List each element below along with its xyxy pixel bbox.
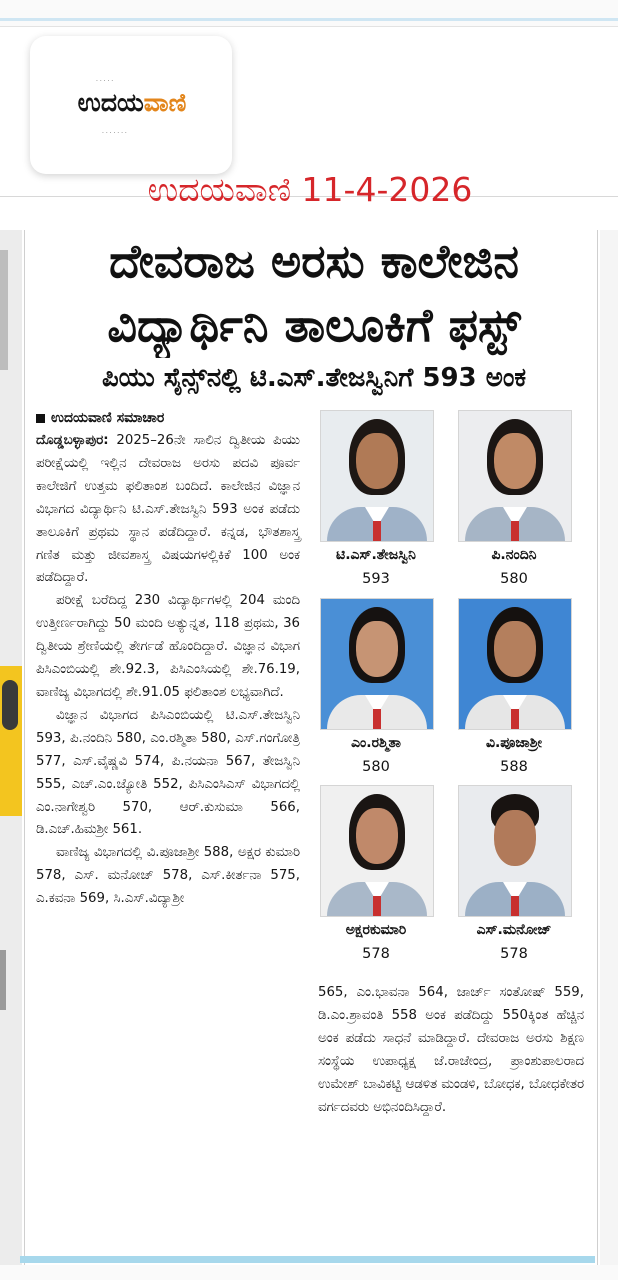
subheadline: ಪಿಯು ಸೈನ್ಸ್‌ನಲ್ಲಿ ಟಿ.ಎಸ್.ತೇಜಸ್ವಿನಿಗೆ 593 ಅಂಕ — [101, 363, 527, 393]
edition-date-title: ಉದಯವಾಣಿ 11-4-2026 — [147, 170, 473, 209]
newspaper-logo-card — [30, 36, 232, 174]
student-score: 593 — [362, 571, 390, 587]
paragraph-1-text: 2025–26ನೇ ಸಾಲಿನ ದ್ವಿತೀಯ ಪಿಯು ಪರೀಕ್ಷೆಯಲ್ಲಿ ಇಲ್ಲಿನ ದೇವರಾಜ ಅರಸು ಪದವಿ ಪೂರ್ವ ಕಾಲೇಜಿಗೆ ಉತ್ತಮ ಫಲಿತಾಂಶ ಬಂದಿದೆ. ಕಾಲೇಜಿನ ವಿಜ್ಞಾನ ವಿಭಾಗದ ವಿದ್ಯಾರ್ಥಿನಿ ಟಿ.ಎಸ್.ತೇಜಸ್ವಿನಿ 593 ಅಂಕ ಪಡೆದು ತಾಲೂಕಿಗೆ ಪ್ರಥಮ ಸ್ಥಾನ ಪಡೆದಿದ್ದಾರೆ. ಕನ್ನಡ, ಭೌತಶಾಸ್ತ್ರ ಗಣಿತ ಮತ್ತು ಜೀವಶಾಸ್ತ್ರ ವಿಷಯಗಳಲ್ಲಿಕಿಕೆ 100 ಅಂಕ ಪಡೆದಿದ್ದಾರೆ. — [36, 433, 300, 586]
paragraph-4: ವಾಣಿಜ್ಯ ವಿಭಾಗದಲ್ಲಿ ವಿ.ಪೂಜಾಶ್ರೀ 588, ಅಕ್ಷರ ಕುಮಾರಿ 578, ಎಸ್. ಮನೋಜ್ 578, ಎಸ್.ಕೀರ್ತನಾ 575, ಎ.ಕವನಾ 569, ಸಿ.ಎಸ್.ವಿದ್ಯಾಶ್ರೀ — [36, 845, 300, 907]
byline — [36, 408, 306, 428]
edge-mark — [0, 250, 8, 370]
screenshot-top-bar — [0, 0, 618, 27]
face-shape — [356, 621, 398, 677]
paragraph-2: ಪರೀಕ್ಷೆ ಬರೆದಿದ್ದ 230 ವಿದ್ಯಾರ್ಥಿಗಳಲ್ಲಿ 204 ಮಂದಿ ಉತ್ತೀರ್ಣರಾಗಿದ್ದು 50 ಮಂದಿ ಅತ್ಯುನ್ನತ, 118 ಪ್ರಥಮ, 36 ದ್ವಿತೀಯ ಶ್ರೇಣಿಯಲ್ಲಿ ತೇರ್ಗಡೆ ಹೊಂದಿದ್ದಾರೆ. ವಿಜ್ಞಾನ ವಿಭಾಗ ಪಿಸಿಎಂಬಿಯಲ್ಲಿ ಶೇ.92.3, ಪಿಸಿಎಂಸಿಯಲ್ಲಿ ಶೇ.76.19, ವಾಣಿಜ್ಯ ವಿಭಾಗದಲ್ಲಿ ಶೇ.91.05 ಫಲಿತಾಂಶ ಲಭ್ಯವಾಗಿದೆ. — [36, 593, 300, 700]
adjacent-page-edge — [0, 230, 22, 1265]
tie-shape — [373, 521, 381, 541]
tie-shape — [511, 896, 519, 916]
newspaper-logo — [42, 88, 222, 118]
square-bullet-icon — [36, 414, 45, 423]
column-rule — [597, 230, 598, 1265]
face-shape — [494, 433, 536, 489]
face-shape — [494, 810, 536, 866]
student-name: ಪಿ.ನಂದಿನಿ — [491, 547, 537, 563]
paragraph-5: 565, ಎಂ.ಭಾವನಾ 564, ಜಾರ್ಜ್ ಸಂತೋಷ್ 559, ಡಿ.ಎಂ.ಶ್ರಾವಂತಿ 558 ಅಂಕ ಪಡೆದಿದ್ದು 550ಕ್ಕಿಂತ ಹೆಚ್ಚಿನ ಅಂಕ ಪಡೆದು ಸಾಧನೆ ಮಾಡಿದ್ದಾರೆ. ದೇವರಾಜ ಅರಸು ಶಿಕ್ಷಣ ಸಂಸ್ಥೆಯ ಉಪಾಧ್ಯಕ್ಷ ಜೆ.ರಾಜೇಂದ್ರ, ಪ್ರಾಂಶುಪಾಲರಾದ ಉಮೇಶ್ ಬಾವಿಕಟ್ಟಿ ಆಡಳಿತ ಮಂಡಳಿ, ಬೋಧಕ, ಬೋಧಕೇತರ ವರ್ಗದವರು ಅಭಿನಂದಿಸಿದ್ದಾರೆ. — [318, 985, 584, 1115]
tie-shape — [511, 709, 519, 729]
tie-shape — [373, 896, 381, 916]
logo-tagline-decoration: · · · · · · · — [102, 130, 127, 137]
screenshot-bottom-strip — [0, 1265, 618, 1280]
student-photo-female — [320, 598, 434, 730]
tie-shape — [373, 709, 381, 729]
logo-text-a: ಉದಯ — [77, 88, 144, 117]
top-accent-line — [0, 18, 618, 21]
bottom-accent-bar — [20, 1256, 595, 1263]
student-photo-male — [458, 785, 572, 917]
article-body-column-1 — [36, 430, 300, 911]
student-photo-female — [458, 598, 572, 730]
byline-text: ಉದಯವಾಣಿ ಸಮಾಚಾರ — [51, 410, 165, 426]
student-name: ಟಿ.ಎಸ್.ತೇಜಸ್ವಿನಿ — [336, 547, 416, 563]
student-score: 578 — [362, 946, 390, 962]
paragraph-3: ವಿಜ್ಞಾನ ವಿಭಾಗದ ಪಿಸಿಎಂಬಿಯಲ್ಲಿ ಟಿ.ಎಸ್.ತೇಜಸ್ವಿನಿ 593, ಪಿ.ನಂದಿನಿ 580, ಎಂ.ರಶ್ಮಿತಾ 580, ಎಸ್.ಗಂಗೋತ್ರಿ 577, ಎಸ್.ವೈಷ್ಣವಿ 574, ಪಿ.ನಯನಾ 567, ತೇಜಸ್ವಿನಿ 555, ಎಚ್.ಎಂ.ಜ್ಯೋತಿ 552, ಪಿಸಿಎಂಸಿಎಸ್ ವಿಭಾಗದಲ್ಲಿ ಎಂ.ನಾಗೇಶ್ವರಿ 570, ಆರ್.ಕುಸುಮಾ 566, ಡಿ.ಎಚ್.ಹಿಮಶ್ರೀ 561. — [36, 707, 300, 838]
tie-shape — [511, 521, 519, 541]
student-name: ಎಂ.ರಶ್ಮಿತಾ — [351, 735, 401, 751]
face-shape — [494, 621, 536, 677]
adjacent-page-edge — [600, 230, 618, 1265]
face-shape — [356, 808, 398, 864]
logo-text-b: ವಾಣಿ — [143, 88, 187, 117]
column-rule — [24, 230, 25, 1265]
student-score: 580 — [500, 571, 528, 587]
edge-mark — [0, 950, 6, 1010]
article-body-column-2 — [318, 982, 584, 1119]
student-name: ವಿ.ಪೂಜಾಶ್ರೀ — [485, 735, 543, 751]
student-photo-female — [320, 785, 434, 917]
student-score: 578 — [500, 946, 528, 962]
paragraph-1 — [36, 430, 300, 590]
student-name: ಎಸ್.ಮನೋಜ್ — [476, 922, 552, 938]
student-score: 580 — [362, 759, 390, 775]
headline-line-2: ವಿದ್ಯಾರ್ಥಿನಿ ತಾಲೂಕಿಗೆ ಫಸ್ಟ್ — [107, 298, 521, 352]
headline-line-1: ದೇವರಾಜ ಅರಸು ಕಾಲೇಜಿನ — [109, 234, 519, 288]
edge-photo-fragment-dark — [2, 680, 18, 730]
student-score: 588 — [500, 759, 528, 775]
student-photo-female — [458, 410, 572, 542]
student-photo-female — [320, 410, 434, 542]
face-shape — [356, 433, 398, 489]
logo-decoration: · · · · · — [96, 78, 114, 85]
student-name: ಅಕ್ಷರಕುಮಾರಿ — [345, 922, 407, 938]
dateline: ದೊಡ್ಡಬಳ್ಳಾಪುರ: — [36, 433, 109, 448]
